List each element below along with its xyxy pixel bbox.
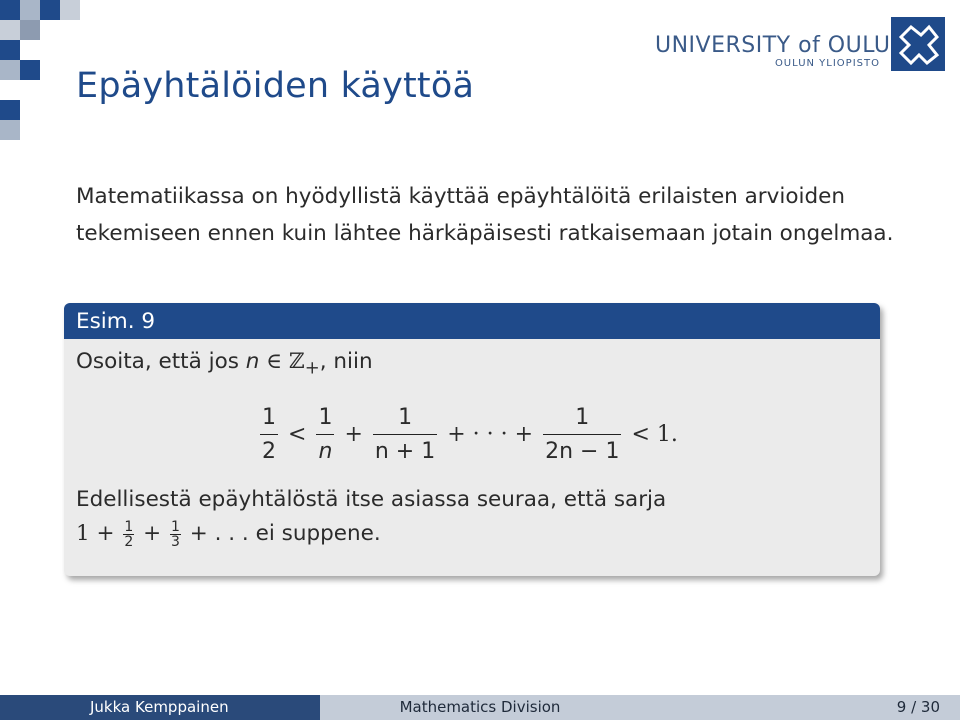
less-than-one: < 1.: [631, 422, 678, 448]
intro-paragraph: Matematiikassa on hyödyllistä käyttää epäyhtälöitä erilaisten arvioiden tekemiseen ennen kuin lähtee härkäpäisesti ratkaisemaan jotain ongelmaa.: [76, 184, 894, 246]
fraction-one-third-small: $\frac{1}{3}$: [170, 518, 180, 550]
deco-square: [20, 0, 40, 20]
logo-main-text: UNIVERSITY of OULU: [655, 33, 891, 58]
example-statement: [76, 347, 868, 383]
footer-department: Mathematics Division: [320, 695, 640, 720]
example-header: Esim. 9: [64, 303, 880, 339]
footer-author: Jukka Kemppainen: [0, 695, 320, 720]
fraction-one-half-small: $\frac{1}{2}$: [124, 518, 134, 550]
statement-set: ∈ ℤ: [259, 349, 305, 374]
deco-square: [20, 20, 40, 40]
statement-set-subscript: +: [304, 357, 320, 379]
ellipsis-terms: + · · · +: [447, 422, 534, 448]
deco-square: [0, 0, 20, 20]
slide-footer: [0, 695, 960, 720]
harmonic-series: 1 + $\frac{1}{2}$ + $\frac{1}{3}$ + . . . ei suppene.: [76, 518, 381, 550]
statement-variable: n: [245, 349, 260, 374]
university-logo: [655, 33, 891, 69]
deco-square: [0, 60, 20, 80]
deco-square: [0, 40, 20, 60]
deco-square: [0, 120, 20, 140]
slide-title: Epäyhtälöiden käyttöä: [76, 66, 475, 106]
example-body: [64, 339, 880, 549]
logo-sub-text: OULUN YLIOPISTO: [774, 58, 880, 69]
deco-square: [0, 100, 20, 120]
fraction-one-over-n-plus-one: $\frac{1}{n + 1}$: [373, 402, 437, 469]
deco-square: [0, 20, 20, 40]
deco-square: [20, 60, 40, 80]
statement-suffix: , niin: [319, 349, 373, 374]
statement-prefix: Osoita, että jos: [76, 349, 246, 374]
fraction-one-half: $\frac{1}{2}$: [260, 402, 278, 469]
fraction-one-over-2n-minus-one: $\frac{1}{2n - 1}$: [543, 402, 621, 469]
less-than-sign: <: [288, 422, 307, 448]
university-emblem-icon: [891, 17, 945, 71]
fraction-one-over-n: $\frac{1}{n}$: [316, 402, 334, 469]
deco-square: [40, 0, 60, 20]
plus-sign: +: [344, 422, 363, 448]
footer-page-number: 9 / 30: [640, 695, 960, 720]
example-block: [64, 303, 880, 576]
deco-square: [60, 0, 80, 20]
example-conclusion: Edellisestä epäyhtälöstä itse asiassa seuraa, että sarja: [76, 487, 667, 513]
display-inequality: [256, 395, 868, 475]
